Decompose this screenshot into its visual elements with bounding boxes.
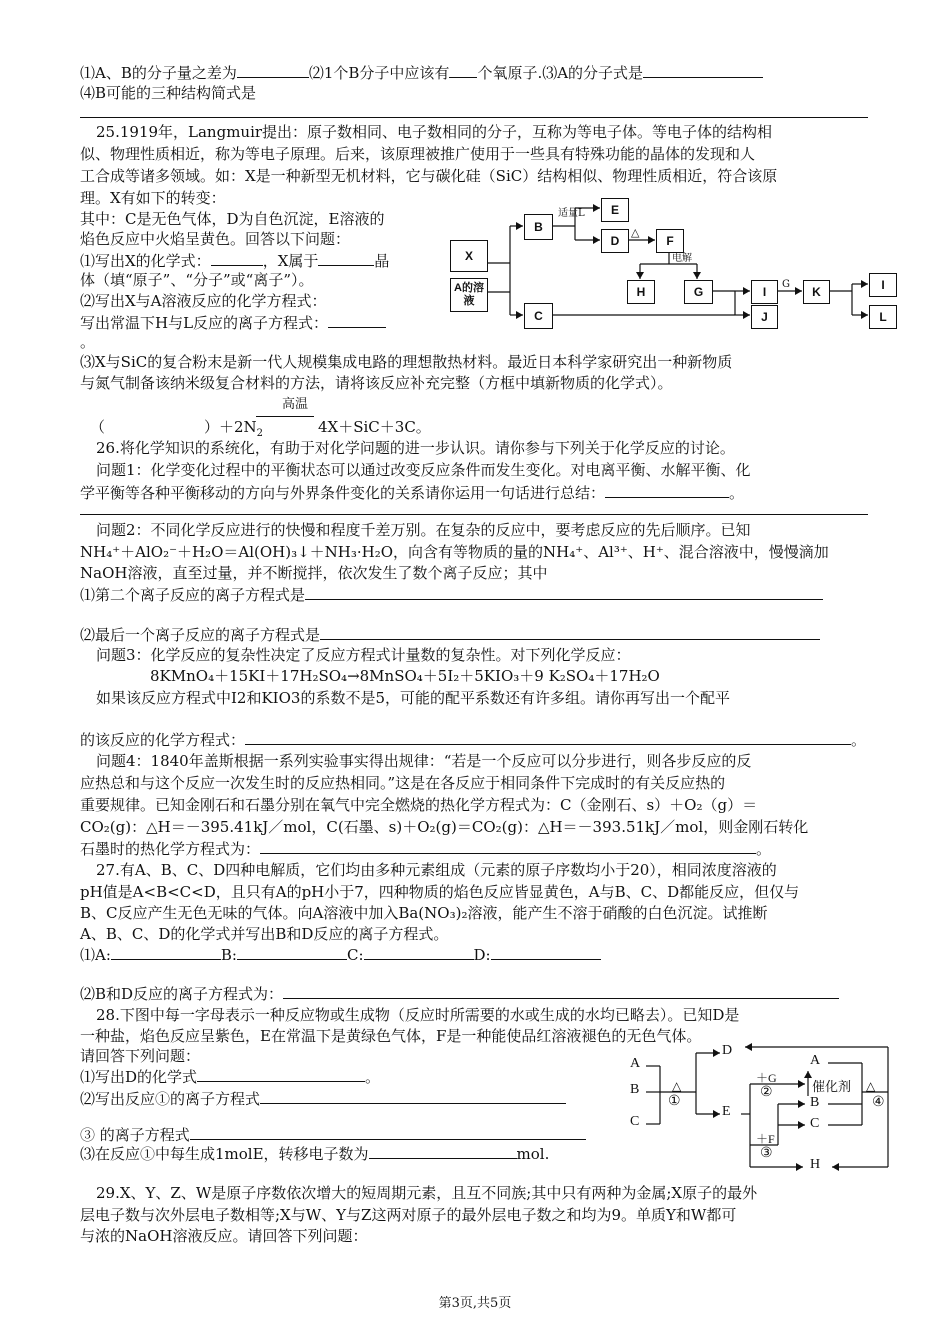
- node-h: H: [627, 280, 655, 304]
- q26-p7: ⑴第二个离子反应的离子方程式是: [80, 584, 823, 605]
- q27-p1: 27.有A、B、C、D四种电解质，它们均由多种元素组成（元素的原子序数均小于20），相同浓度溶液的: [96, 861, 777, 879]
- eq-reactant: ）$+2N_2$: [204, 418, 264, 439]
- q28-node-d: D: [722, 1043, 733, 1058]
- q25-p5: 其中：C是无色气体，D为自色沉淀，E溶液的: [80, 210, 385, 228]
- q28-node-e: E: [722, 1104, 731, 1119]
- q24-line2: ⑷B可能的三种结构简式是: [80, 84, 257, 102]
- q28-reaction-1: ①: [668, 1094, 681, 1109]
- q28-catalyst: 催化剂: [812, 1079, 852, 1094]
- q28-p2: 一种盐，焰色反应呈紫色，E在常温下是黄绿色气体，F是一种能使品红溶液褪色的无色气体。: [80, 1027, 702, 1045]
- label-dianjie: 电解: [672, 253, 692, 264]
- node-l: L: [869, 305, 897, 329]
- q25-p10: 写出常温下H与L反应的离子方程式：: [80, 312, 386, 333]
- node-f: F: [656, 229, 684, 253]
- q25-p9: ⑵写出X与A溶液反应的化学方程式：: [80, 292, 327, 310]
- q24-line1: ⑴A、B的分子量之差为 ⑵1个B分子中应该有 个氧原子.⑶A的分子式是: [80, 62, 763, 83]
- q26-p1: 26.将化学知识的系统化，有助于对化学问题的进一步认识。请你参与下列关于化学反应的讨论。: [96, 439, 735, 457]
- node-g: G: [684, 280, 713, 304]
- q25-p6: 焰色反应中火焰呈黄色。回答以下问题：: [80, 230, 351, 248]
- q28-node-h: H: [810, 1157, 821, 1172]
- label-shiliang-l: 适量L: [558, 208, 585, 219]
- q26-p4: 问题2：不同化学反应进行的快慢和程度千差万别。在复杂的反应中，要考虑反应的先后顺序。已知: [96, 521, 751, 539]
- q26-p9: 问题3：化学反应的复杂性决定了反应方程式计量数的复杂性。对下列化学反应：: [96, 646, 631, 664]
- node-b: B: [524, 214, 553, 240]
- q25-p4: 理。X有如下的转变：: [80, 189, 226, 207]
- q26-p2: 问题1：化学变化过程中的平衡状态可以通过改变反应条件而发生变化。对电离平衡、水解平衡、化: [96, 461, 751, 479]
- q26-p13: 问题4：1840年盖斯根据一系列实验事实得出规律：“若是一个反应可以分步进行，则各步反应的反: [96, 752, 752, 770]
- q28-triangle-1: △: [672, 1079, 682, 1093]
- q29-p2: 层电子数与次外层电子数相等;X与W、Y与Z这两对原子的最外层电子数之和均为9。单质Y和W都可: [80, 1206, 737, 1224]
- eq-left-paren: （: [90, 418, 106, 436]
- q28-triangle-4: △: [866, 1079, 876, 1093]
- node-i: I: [751, 280, 778, 304]
- node-j: J: [751, 305, 778, 329]
- q26-p17: 石墨时的热化学方程式为： 。: [80, 840, 772, 858]
- eq-product: 4X＋SiC＋3C。: [318, 418, 431, 436]
- q28-node-c: C: [630, 1114, 640, 1129]
- node-i2: I: [869, 273, 897, 297]
- q28-reaction-4: ④: [872, 1095, 885, 1110]
- q28-node-a2: A: [810, 1053, 821, 1068]
- q27-p5: ⑴A: B: C: D:: [80, 944, 601, 965]
- q26-p5: NH₄⁺＋AlO₂⁻＋H₂O＝Al(OH)₃↓＋NH₃·H₂O，向含有等物质的量的NH₄⁺、Al³⁺、H⁺、混合溶液中，慢慢滴加: [80, 543, 829, 561]
- node-x: X: [450, 240, 488, 272]
- q27-p3: B、C反应产生无色无味的气体。向A溶液中加入Ba(NO₃)₂溶液，能产生不溶于硝酸的白色沉淀。试推断: [80, 904, 768, 922]
- q29-p3: 与浓的NaOH溶液反应。请回答下列问题：: [80, 1227, 368, 1245]
- q28-p5: ⑵写出反应①的离子方程式: [80, 1088, 566, 1109]
- eq-condition: 高温: [282, 397, 309, 412]
- node-a-solution: A的溶液: [450, 278, 488, 312]
- q25-p8: 体（填“原子”、“分子”或“离子”）。: [80, 271, 314, 289]
- q25-p2: 似、物理性质相近，称为等电子原理。后来，该原理被推广使用于一些具有特殊功能的晶体的发现和人: [80, 145, 756, 163]
- q28-node-b2: B: [810, 1095, 820, 1110]
- q27-p4: A、B、C、D的化学式并写出B和D反应的离子方程式。: [80, 925, 449, 943]
- q26-p14: 应热总和与这个反应一次发生时的反应热相同。”这是在各反应于相同条件下完成时的有关反应热的: [80, 774, 726, 792]
- q28-p6: ③ 的离子方程式: [80, 1124, 586, 1145]
- node-k: K: [803, 280, 830, 304]
- q28-p1: 28.下图中每一字母表示一种反应物或生成物（反应时所需要的水或生成的水均已略去）。已知D是: [96, 1006, 740, 1024]
- q25-p7: ⑴写出X的化学式： ，X属于 晶: [80, 252, 390, 270]
- q26-p10: 8KMnO₄＋15KI＋17H₂SO₄→8MnSO₄＋5I₂＋5KIO₃＋9 K₂SO₄＋17H₂O: [150, 667, 660, 685]
- q26-p15: 重要规律。已知金刚石和石墨分别在氧气中完全燃烧的热化学方程式为：C（金刚石、s）＋O₂（g）＝: [80, 796, 758, 814]
- q25-p13: 与氮气制备该纳米级复合材料的方法，请将该反应补充完整（方框中填新物质的化学式）。: [80, 374, 673, 392]
- q26-p8: ⑵最后一个离子反应的离子方程式是: [80, 624, 820, 645]
- q26-p12: 的该反应的化学方程式： 。: [80, 731, 867, 749]
- q29-p1: 29.X、Y、Z、W是原子序数依次增大的短周期元素，且互不同族;其中只有两种为金属;X原子的最外: [96, 1184, 758, 1202]
- node-d: D: [601, 229, 629, 253]
- q28-node-a: A: [630, 1056, 641, 1071]
- q27-p6: ⑵B和D反应的离子方程式为：: [80, 983, 839, 1004]
- q27-p2: pH值是A<B<C<D，且只有A的pH小于7，四种物质的焰色反应皆显黄色，A与B、C、D都能反应，但仅与: [80, 883, 800, 901]
- q28-p3: 请回答下列问题：: [80, 1047, 201, 1065]
- q28-node-c2: C: [810, 1116, 820, 1131]
- q26-p16: CO₂(g)：△H＝－395.41kJ／mol，C(石墨、s)＋O₂(g)＝CO₂(g)：△H＝－393.51kJ／mol，则金刚石转化: [80, 818, 809, 836]
- q28-p4: ⑴写出D的化学式 。: [80, 1068, 381, 1086]
- q26-p11: 如果该反应方程式中I2和KIO3的系数不是5，可能的配平系数还有许多组。请你再写出一个配平: [96, 689, 730, 707]
- page-footer: 第3页,共5页: [438, 1296, 512, 1311]
- node-c: C: [524, 303, 553, 329]
- q28-plus-g: ＋G: [756, 1071, 777, 1085]
- q25-p11: 。: [80, 333, 96, 351]
- q25-p3: 工合成等诸多领域。如：X是一种新型无机材料，它与碳化硅（SiC）结构相似、物理性质相近，符合该原: [80, 167, 778, 185]
- label-g: G: [782, 279, 790, 290]
- q26-p6: NaOH溶液，直至过量，并不断搅拌，依次发生了数个离子反应；其中: [80, 564, 548, 582]
- q28-node-b: B: [630, 1082, 640, 1097]
- q26-p3: 学平衡等各种平衡移动的方向与外界条件变化的关系请你运用一句话进行总结： 。: [80, 484, 745, 502]
- node-e: E: [601, 198, 629, 222]
- q28-p7: ⑶在反应①中每生成1molE，转移电子数为 mol.: [80, 1145, 550, 1163]
- label-triangle: △: [631, 226, 640, 239]
- q28-plus-f: ＋F: [756, 1132, 775, 1146]
- q25-p1: 25.1919年，Langmuir提出：原子数相同、电子数相同的分子，互称为等电子体。等电子体的结构相: [96, 123, 773, 141]
- q28-reaction-2: ②: [760, 1085, 773, 1100]
- q25-p12: ⑶X与SiC的复合粉末是新一代人规模集成电路的理想散热材料。最近日本科学家研究出一种新物质: [80, 353, 733, 371]
- q28-reaction-3: ③: [760, 1146, 773, 1161]
